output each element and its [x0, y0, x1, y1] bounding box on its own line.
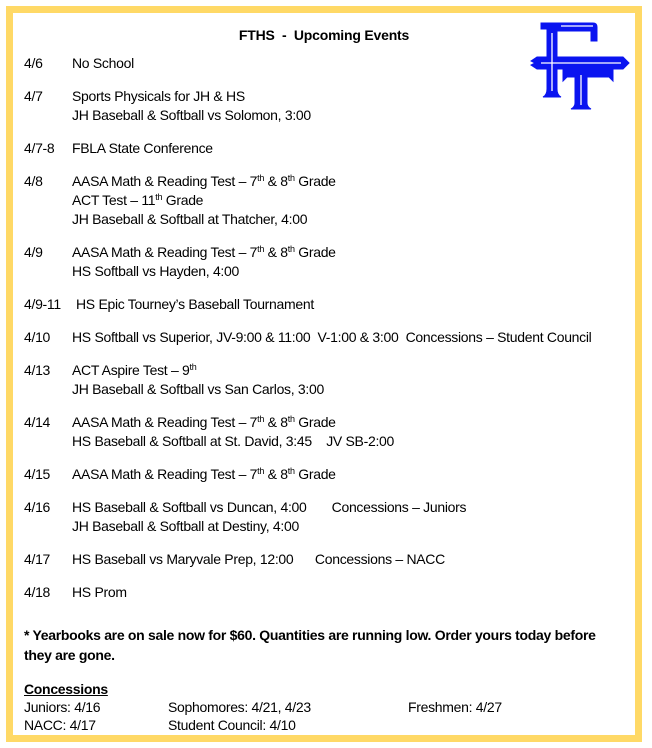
event-date: 4/7-8 [24, 140, 55, 156]
event-line: JH Baseball & Softball at Destiny, 4:00 [72, 518, 299, 534]
ordinal-suffix: th [257, 414, 265, 424]
ordinal-suffix: th [287, 173, 295, 183]
events-flyer-frame [6, 6, 642, 742]
event-line: JH Baseball & Softball at Thatcher, 4:00 [72, 211, 308, 227]
event-item [24, 583, 634, 602]
event-line: HS Softball vs Hayden, 4:00 [72, 263, 239, 279]
event-date: 4/16 [24, 499, 51, 515]
event-line: AASA Math & Reading Test – 7th & 8th Grade [72, 244, 336, 260]
event-line: HS Baseball & Softball at St. David, 3:45 JV SB-2:00 [72, 433, 395, 449]
event-date: 4/10 [24, 329, 51, 345]
concessions-cell: Freshmen: 4/27 [408, 699, 502, 715]
ordinal-suffix: th [257, 466, 265, 476]
event-line: HS Prom [72, 584, 127, 600]
event-date: 4/13 [24, 362, 51, 378]
event-item [24, 295, 634, 314]
event-line: HS Baseball & Softball vs Duncan, 4:00 Concessions – Juniors [72, 499, 467, 515]
event-item [24, 498, 634, 536]
concessions-cell: Student Council: 4/10 [168, 717, 296, 733]
event-line: AASA Math & Reading Test – 7th & 8th Grade [72, 466, 336, 482]
event-date: 4/7 [24, 88, 43, 104]
event-line: No School [72, 55, 134, 71]
page-title: FTHS - Upcoming Events [238, 27, 410, 43]
ordinal-suffix: th [257, 173, 265, 183]
concessions-row [24, 716, 624, 734]
event-date: 4/17 [24, 551, 51, 567]
event-date: 4/6 [24, 55, 43, 71]
ordinal-suffix: th [155, 192, 163, 202]
event-item [24, 243, 634, 281]
concessions-row [24, 698, 624, 716]
event-date: 4/8 [24, 173, 43, 189]
yearbook-notice: * Yearbooks are on sale now for $60. Quantities are running low. Order yours today before they are gone. [24, 627, 596, 663]
event-item [24, 413, 634, 451]
event-date: 4/9-11 [24, 296, 61, 312]
event-item [24, 328, 634, 347]
event-line: ACT Test – 11th Grade [72, 192, 204, 208]
event-line: JH Baseball & Softball vs Solomon, 3:00 [72, 107, 311, 123]
event-line: ACT Aspire Test – 9th [72, 362, 197, 378]
concessions-cell: NACC: 4/17 [24, 717, 96, 733]
concessions-heading: Concessions [24, 681, 108, 697]
events-list [24, 54, 634, 616]
event-item [24, 465, 634, 484]
event-item [24, 139, 634, 158]
event-line: HS Baseball vs Maryvale Prep, 12:00 Concessions – NACC [72, 551, 445, 567]
event-item [24, 172, 634, 229]
event-item [24, 87, 634, 125]
event-item [24, 361, 634, 399]
ordinal-suffix: th [287, 244, 295, 254]
event-line: HS Epic Tourney’s Baseball Tournament [76, 296, 314, 312]
event-date: 4/15 [24, 466, 51, 482]
ordinal-suffix: th [257, 244, 265, 254]
event-item [24, 54, 634, 73]
event-item [24, 550, 634, 569]
event-date: 4/9 [24, 244, 43, 260]
ordinal-suffix: th [287, 466, 295, 476]
concessions-cell: Juniors: 4/16 [24, 699, 101, 715]
concessions-section [24, 680, 624, 734]
event-line: AASA Math & Reading Test – 7th & 8th Grade [72, 414, 336, 430]
concessions-cell: Sophomores: 4/21, 4/23 [168, 699, 311, 715]
ordinal-suffix: th [287, 414, 295, 424]
event-line: JH Baseball & Softball vs San Carlos, 3:00 [72, 381, 324, 397]
event-date: 4/18 [24, 584, 51, 600]
event-line: HS Softball vs Superior, JV-9:00 & 11:00 V-1:00 & 3:00 Concessions – Student Council [72, 329, 592, 345]
event-line: AASA Math & Reading Test – 7th & 8th Grade [72, 173, 336, 189]
event-line: FBLA State Conference [72, 140, 213, 156]
event-line: Sports Physicals for JH & HS [72, 88, 245, 104]
ordinal-suffix: th [189, 362, 197, 372]
event-date: 4/14 [24, 414, 51, 430]
